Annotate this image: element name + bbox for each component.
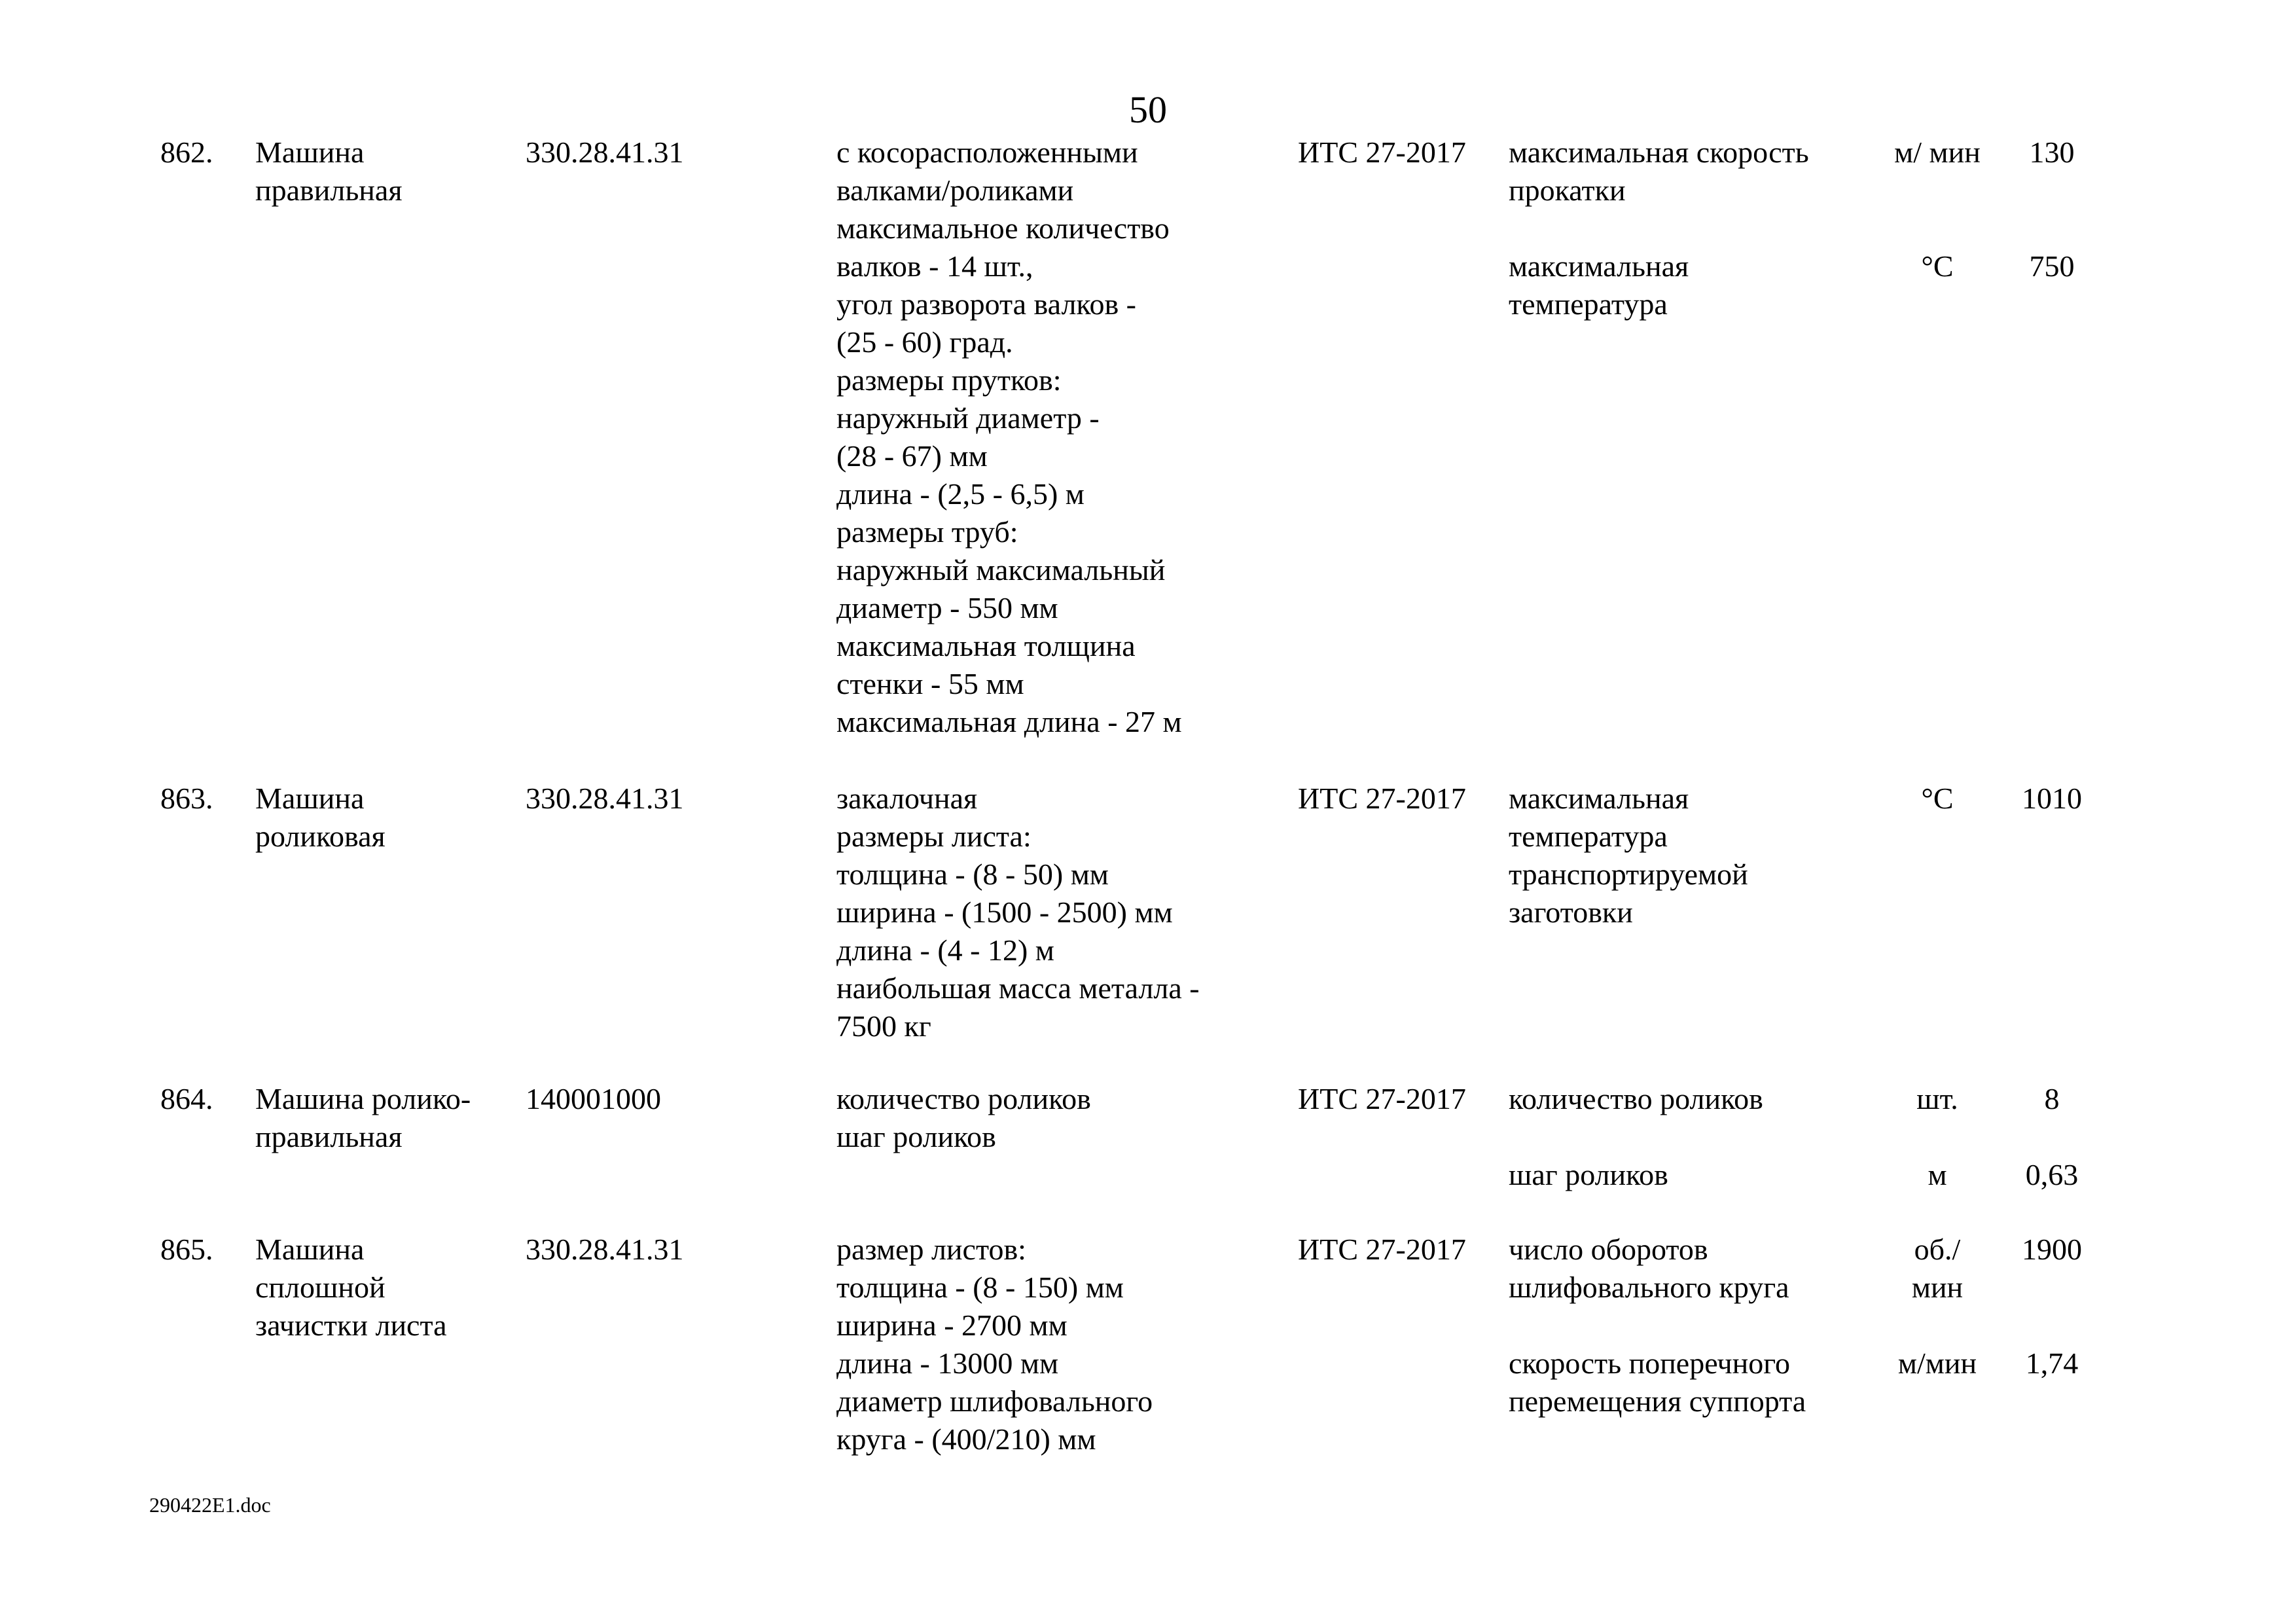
parameter-unit: °С — [1921, 782, 1954, 815]
parameter-value: 130 — [2029, 135, 2075, 169]
parameter-value: 750 — [2029, 249, 2075, 283]
desc-line: угол разворота валков - — [836, 287, 1136, 321]
entry-description — [836, 1231, 1308, 1458]
parameter-unit: м/мин — [1897, 1346, 1977, 1380]
entry-name — [255, 1080, 517, 1156]
name-line: Машина — [255, 1233, 365, 1266]
parameter-row — [1509, 1080, 2261, 1118]
parameter-value: 8 — [2044, 1082, 2060, 1115]
parameter-row — [1509, 1344, 2261, 1420]
desc-line: размеры листа: — [836, 820, 1031, 853]
desc-line: толщина - (8 - 150) мм — [836, 1271, 1124, 1304]
desc-line: размер листов: — [836, 1233, 1026, 1266]
parameter-name-line: заготовки — [1509, 895, 1633, 929]
entry-description — [836, 1080, 1308, 1156]
desc-line: (28 - 67) мм — [836, 439, 988, 473]
entry-code: 140001000 — [526, 1082, 661, 1115]
name-line: правильная — [255, 173, 403, 207]
entry-description — [836, 780, 1308, 1045]
footer-filename: 290422E1.doc — [149, 1493, 271, 1517]
page-number: 50 — [1129, 88, 1167, 131]
parameter-name-line: шаг роликов — [1509, 1158, 1668, 1191]
entry-name — [255, 1231, 517, 1344]
entry-name — [255, 134, 517, 209]
desc-line: толщина - (8 - 50) мм — [836, 857, 1109, 891]
desc-line: ширина - 2700 мм — [836, 1308, 1067, 1342]
desc-line: круга - (400/210) мм — [836, 1422, 1096, 1456]
parameter-name-line: шлифовального круга — [1509, 1271, 1789, 1304]
parameter-value: 1010 — [2022, 782, 2082, 815]
desc-line: валками/роликами — [836, 173, 1074, 207]
desc-line: (25 - 60) град. — [836, 325, 1013, 359]
entry-code: 330.28.41.31 — [526, 782, 684, 815]
parameter-name — [1509, 1080, 1875, 1118]
parameter-row — [1509, 780, 2261, 931]
desc-line: закалочная — [836, 782, 978, 815]
parameter-unit — [1878, 1231, 1996, 1307]
desc-line: максимальная длина - 27 м — [836, 705, 1182, 738]
desc-line: стенки - 55 мм — [836, 667, 1024, 700]
desc-line: максимальное количество — [836, 211, 1170, 245]
entry-standard: ИТС 27-2017 — [1298, 1233, 1466, 1266]
parameter-name — [1509, 1344, 1875, 1420]
parameter-name-line: число оборотов — [1509, 1233, 1708, 1266]
entry-number: 865. — [160, 1233, 213, 1266]
parameter-value: 1900 — [2022, 1233, 2082, 1266]
parameter-unit: шт. — [1916, 1082, 1958, 1115]
desc-line: с косорасположенными — [836, 135, 1138, 169]
desc-line: 7500 кг — [836, 1009, 931, 1043]
parameter-value: 0,63 — [2025, 1158, 2079, 1191]
entry-standard: ИТС 27-2017 — [1298, 782, 1466, 815]
entry-parameters — [1509, 1080, 2261, 1194]
parameter-name-line: прокатки — [1509, 173, 1626, 207]
parameter-name — [1509, 247, 1875, 323]
parameter-unit: м — [1928, 1158, 1947, 1191]
parameter-unit-line: мин — [1911, 1271, 1964, 1304]
desc-line: размеры труб: — [836, 515, 1018, 549]
parameter-name-line: максимальная скорость — [1509, 135, 1809, 169]
parameter-name-line: перемещения суппорта — [1509, 1384, 1806, 1418]
desc-line: длина - 13000 мм — [836, 1346, 1059, 1380]
entry-description — [836, 134, 1308, 741]
desc-line: валков - 14 шт., — [836, 249, 1033, 283]
parameter-name — [1509, 780, 1875, 931]
name-line: Машина ролико- — [255, 1082, 471, 1115]
parameter-name — [1509, 1231, 1875, 1307]
parameter-row — [1509, 247, 2261, 323]
name-line: правильная — [255, 1120, 403, 1153]
parameter-value: 1,74 — [2025, 1346, 2079, 1380]
parameter-name-line: температура — [1509, 287, 1668, 321]
desc-line: ширина - (1500 - 2500) мм — [836, 895, 1173, 929]
desc-line: размеры прутков: — [836, 363, 1062, 397]
entry-number: 864. — [160, 1082, 213, 1115]
desc-line: наружный диаметр - — [836, 401, 1100, 435]
parameter-name-line: максимальная — [1509, 782, 1689, 815]
desc-line: длина - (4 - 12) м — [836, 933, 1054, 967]
desc-line: наружный максимальный — [836, 553, 1166, 586]
entry-name — [255, 780, 517, 856]
parameter-row — [1509, 1156, 2261, 1194]
name-line: сплошной — [255, 1271, 386, 1304]
parameter-name — [1509, 134, 1875, 209]
parameter-unit-line: об./ — [1914, 1233, 1961, 1266]
entry-parameters — [1509, 134, 2261, 323]
desc-line: наибольшая масса металла - — [836, 971, 1200, 1005]
desc-line: диаметр - 550 мм — [836, 591, 1058, 624]
name-line: зачистки листа — [255, 1308, 447, 1342]
parameter-name-line: транспортируемой — [1509, 857, 1748, 891]
parameter-name-line: максимальная — [1509, 249, 1689, 283]
desc-line: количество роликов — [836, 1082, 1091, 1115]
desc-line: длина - (2,5 - 6,5) м — [836, 477, 1085, 511]
entry-standard: ИТС 27-2017 — [1298, 1082, 1466, 1115]
desc-line: максимальная толщина — [836, 629, 1136, 662]
entry-code: 330.28.41.31 — [526, 135, 684, 169]
parameter-row — [1509, 134, 2261, 209]
desc-line: диаметр шлифовального — [836, 1384, 1153, 1418]
parameter-row — [1509, 1231, 2261, 1307]
parameter-name-line: количество роликов — [1509, 1082, 1763, 1115]
name-line: Машина — [255, 135, 365, 169]
parameter-name-line: скорость поперечного — [1509, 1346, 1790, 1380]
parameter-unit: °С — [1921, 249, 1954, 283]
entry-parameters — [1509, 780, 2261, 931]
entry-number: 862. — [160, 135, 213, 169]
name-line: роликовая — [255, 820, 386, 853]
name-line: Машина — [255, 782, 365, 815]
parameter-name — [1509, 1156, 1875, 1194]
entry-number: 863. — [160, 782, 213, 815]
entry-standard: ИТС 27-2017 — [1298, 135, 1466, 169]
entry-parameters — [1509, 1231, 2261, 1420]
desc-line: шаг роликов — [836, 1120, 996, 1153]
entry-code: 330.28.41.31 — [526, 1233, 684, 1266]
parameter-name-line: температура — [1509, 820, 1668, 853]
parameter-unit: м/ мин — [1894, 135, 1981, 169]
